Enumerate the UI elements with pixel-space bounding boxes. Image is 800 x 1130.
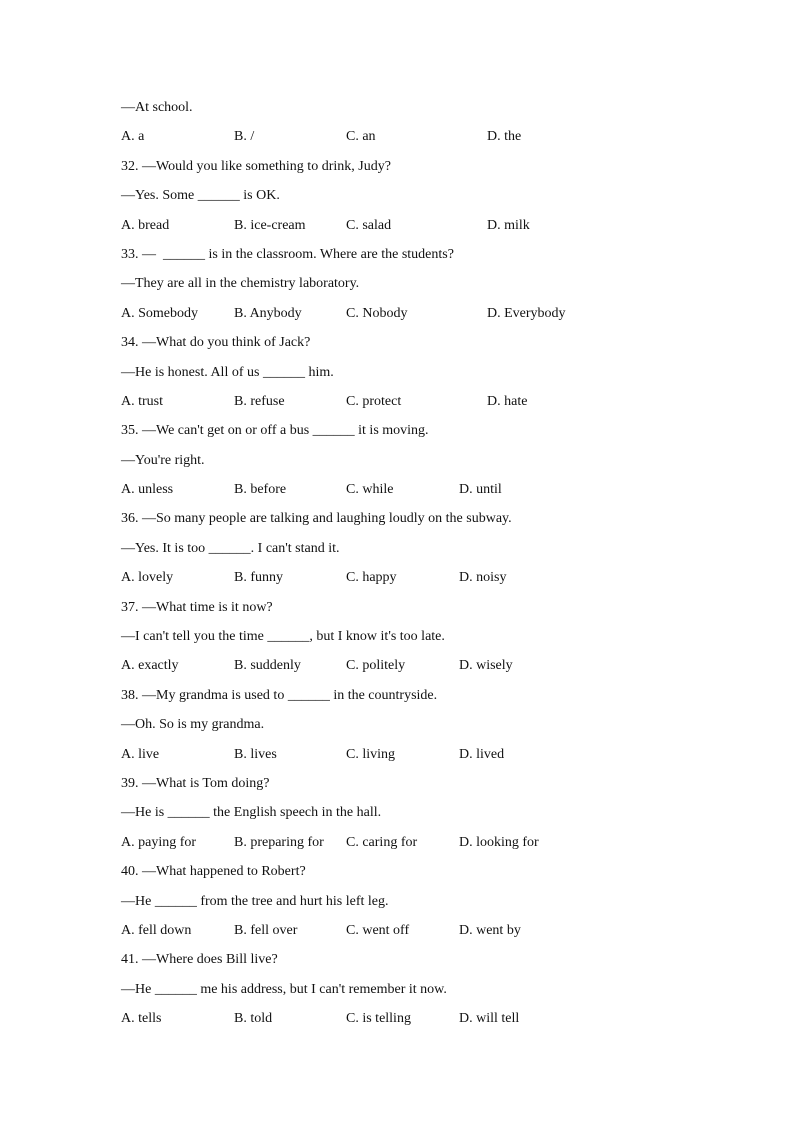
option-b: B. refuse [234, 393, 285, 409]
option-b: B. preparing for [234, 834, 324, 850]
option-d: D. noisy [459, 570, 507, 586]
option-d: D. will tell [459, 1011, 520, 1027]
question-list [121, 98, 741, 1039]
option-a: A. bread [121, 217, 170, 233]
question-text-line: —He is honest. All of us ______ him. [121, 364, 334, 380]
question-text-line: 35. —We can't get on or off a bus ______ it is moving. [121, 423, 429, 439]
option-b: B. / [234, 129, 255, 145]
option-a: A. paying for [121, 834, 197, 850]
option-a: A. a [121, 129, 145, 145]
option-b: B. ice-cream [234, 217, 306, 233]
option-b: B. lives [234, 746, 277, 762]
question-text-line: —He is ______ the English speech in the hall. [121, 805, 382, 821]
option-b: B. funny [234, 570, 283, 586]
option-d: D. lived [459, 746, 505, 762]
option-d: D. until [459, 482, 502, 498]
answer-options-row [121, 921, 741, 950]
answer-options-row [121, 568, 741, 597]
question-text-line: —Yes. Some ______ is OK. [121, 188, 280, 204]
answer-options-row [121, 1009, 741, 1038]
option-c: C. went off [346, 922, 410, 938]
option-a: A. unless [121, 482, 174, 498]
option-a: A. tells [121, 1011, 162, 1027]
option-c: C. happy [346, 570, 397, 586]
option-a: A. Somebody [121, 305, 198, 321]
option-d: D. wisely [459, 658, 513, 674]
option-a: A. trust [121, 393, 163, 409]
option-d: D. looking for [459, 834, 539, 850]
option-d: D. Everybody [487, 305, 566, 321]
question-text-line: —They are all in the chemistry laboratory. [121, 276, 360, 292]
option-d: D. went by [459, 922, 521, 938]
option-c: C. living [346, 746, 396, 762]
answer-options-row [121, 127, 741, 156]
option-d: D. hate [487, 393, 528, 409]
answer-options-row [121, 216, 741, 245]
option-a: A. lovely [121, 570, 174, 586]
answer-options-row [121, 833, 741, 862]
answer-options-row [121, 304, 741, 333]
question-text-line: —He ______ me his address, but I can't remember it now. [121, 981, 447, 997]
answer-options-row [121, 480, 741, 509]
question-text-line: —Yes. It is too ______. I can't stand it. [121, 540, 340, 556]
question-text-line: —I can't tell you the time ______, but I know it's too late. [121, 629, 445, 645]
answer-options-row [121, 745, 741, 774]
question-text-line: —At school. [121, 100, 193, 115]
question-text-line: —He ______ from the tree and hurt his left leg. [121, 893, 389, 909]
answer-options-row [121, 656, 741, 685]
question-text-line: —Oh. So is my grandma. [121, 717, 265, 733]
question-text-line: —You're right. [121, 452, 205, 468]
question-text-line: 37. —What time is it now? [121, 599, 273, 615]
option-c: C. salad [346, 217, 392, 233]
option-a: A. live [121, 746, 160, 762]
question-text-line: 32. —Would you like something to drink, Judy? [121, 158, 391, 174]
question-text-line: 33. — ______ is in the classroom. Where are the students? [121, 246, 454, 262]
option-a: A. exactly [121, 658, 179, 674]
option-b: B. before [234, 482, 287, 498]
option-b: B. fell over [234, 922, 298, 938]
question-text-line: 40. —What happened to Robert? [121, 864, 306, 880]
question-text-line: 38. —My grandma is used to ______ in the countryside. [121, 687, 438, 703]
option-d: D. the [487, 129, 522, 145]
option-c: C. caring for [346, 834, 418, 850]
question-text-line: 39. —What is Tom doing? [121, 775, 270, 791]
option-d: D. milk [487, 217, 530, 233]
answer-options-row [121, 392, 741, 421]
question-text-line: 41. —Where does Bill live? [121, 952, 278, 968]
option-b: B. told [234, 1011, 273, 1027]
option-a: A. fell down [121, 922, 192, 938]
option-b: B. Anybody [234, 305, 302, 321]
option-c: C. an [346, 129, 376, 145]
question-text-line: 34. —What do you think of Jack? [121, 335, 311, 351]
option-c: C. politely [346, 658, 406, 674]
option-c: C. protect [346, 393, 402, 409]
question-text-line: 36. —So many people are talking and laughing loudly on the subway. [121, 511, 512, 527]
option-c: C. is telling [346, 1011, 411, 1027]
option-c: C. while [346, 482, 394, 498]
option-b: B. suddenly [234, 658, 301, 674]
option-c: C. Nobody [346, 305, 408, 321]
